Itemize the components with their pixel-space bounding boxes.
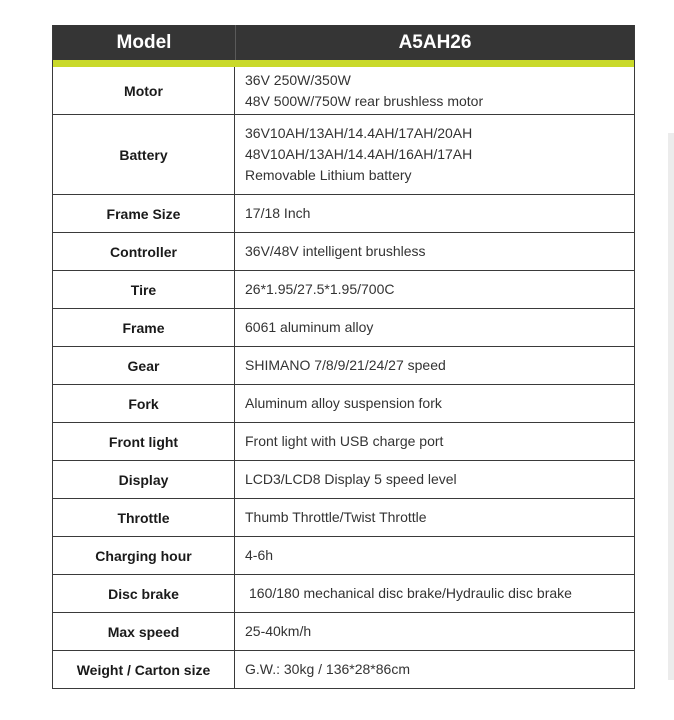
row-value	[235, 195, 634, 232]
row-label: Fork	[53, 385, 235, 422]
table-row	[53, 612, 634, 650]
row-value-line: 25-40km/h	[245, 623, 312, 639]
table-row	[53, 67, 634, 114]
header-model-label: Model	[53, 25, 236, 60]
row-value	[235, 347, 634, 384]
row-label: Display	[53, 461, 235, 498]
row-value-line: 17/18 Inch	[245, 205, 311, 221]
row-value	[235, 271, 634, 308]
row-value-line: 4-6h	[245, 547, 274, 563]
row-value	[235, 423, 634, 460]
row-value	[235, 385, 634, 422]
row-label: Tire	[53, 271, 235, 308]
table-row	[53, 114, 634, 194]
scrollbar-track[interactable]	[668, 133, 674, 680]
row-label: Frame Size	[53, 195, 235, 232]
row-value	[235, 233, 634, 270]
row-value	[235, 67, 634, 114]
table-row	[53, 308, 634, 346]
table-header	[53, 25, 634, 60]
table-row	[53, 194, 634, 232]
row-label: Front light	[53, 423, 235, 460]
table-row	[53, 460, 634, 498]
row-value	[235, 575, 634, 612]
row-value-line: Removable Lithium battery	[245, 167, 412, 183]
table-row	[53, 232, 634, 270]
row-value	[235, 461, 634, 498]
row-value-line: 36V10AH/13AH/14.4AH/17AH/20AH	[245, 125, 473, 141]
row-label: Motor	[53, 67, 235, 114]
row-value	[235, 537, 634, 574]
row-value-line: LCD3/LCD8 Display 5 speed level	[245, 471, 457, 487]
spec-table	[52, 25, 635, 689]
row-label: Controller	[53, 233, 235, 270]
row-value	[235, 115, 634, 194]
table-row	[53, 574, 634, 612]
header-accent-bar	[53, 60, 634, 67]
row-value-line: G.W.: 30kg / 136*28*86cm	[245, 661, 410, 677]
table-row	[53, 498, 634, 536]
row-label: Max speed	[53, 613, 235, 650]
row-value-line: 6061 aluminum alloy	[245, 319, 374, 335]
header-model-value: A5AH26	[398, 31, 472, 53]
row-value-line: SHIMANO 7/8/9/21/24/27 speed	[245, 357, 446, 373]
row-value-line: 48V 500W/750W rear brushless motor	[245, 92, 484, 109]
row-value	[235, 613, 634, 650]
row-label: Throttle	[53, 499, 235, 536]
table-row	[53, 270, 634, 308]
row-label: Disc brake	[53, 575, 235, 612]
table-row	[53, 346, 634, 384]
row-label: Frame	[53, 309, 235, 346]
table-row	[53, 536, 634, 574]
row-value-line: 26*1.95/27.5*1.95/700C	[245, 281, 395, 297]
row-value-line: 36V 250W/350W	[245, 71, 351, 88]
table-row	[53, 650, 634, 688]
row-value-line: 36V/48V intelligent brushless	[245, 243, 426, 259]
row-value-line: Thumb Throttle/Twist Throttle	[245, 509, 427, 525]
row-value	[235, 499, 634, 536]
row-value-line: 160/180 mechanical disc brake/Hydraulic disc brake	[249, 585, 572, 601]
row-value-line: Aluminum alloy suspension fork	[245, 395, 442, 411]
row-label: Gear	[53, 347, 235, 384]
row-label: Charging hour	[53, 537, 235, 574]
row-label: Weight / Carton size	[53, 651, 235, 688]
row-value-line: 48V10AH/13AH/14.4AH/16AH/17AH	[245, 146, 473, 162]
table-row	[53, 422, 634, 460]
row-value	[235, 309, 634, 346]
row-label: Battery	[53, 115, 235, 194]
row-value-line: Front light with USB charge port	[245, 433, 444, 449]
row-value	[235, 651, 634, 688]
table-body	[53, 67, 634, 688]
table-row	[53, 384, 634, 422]
